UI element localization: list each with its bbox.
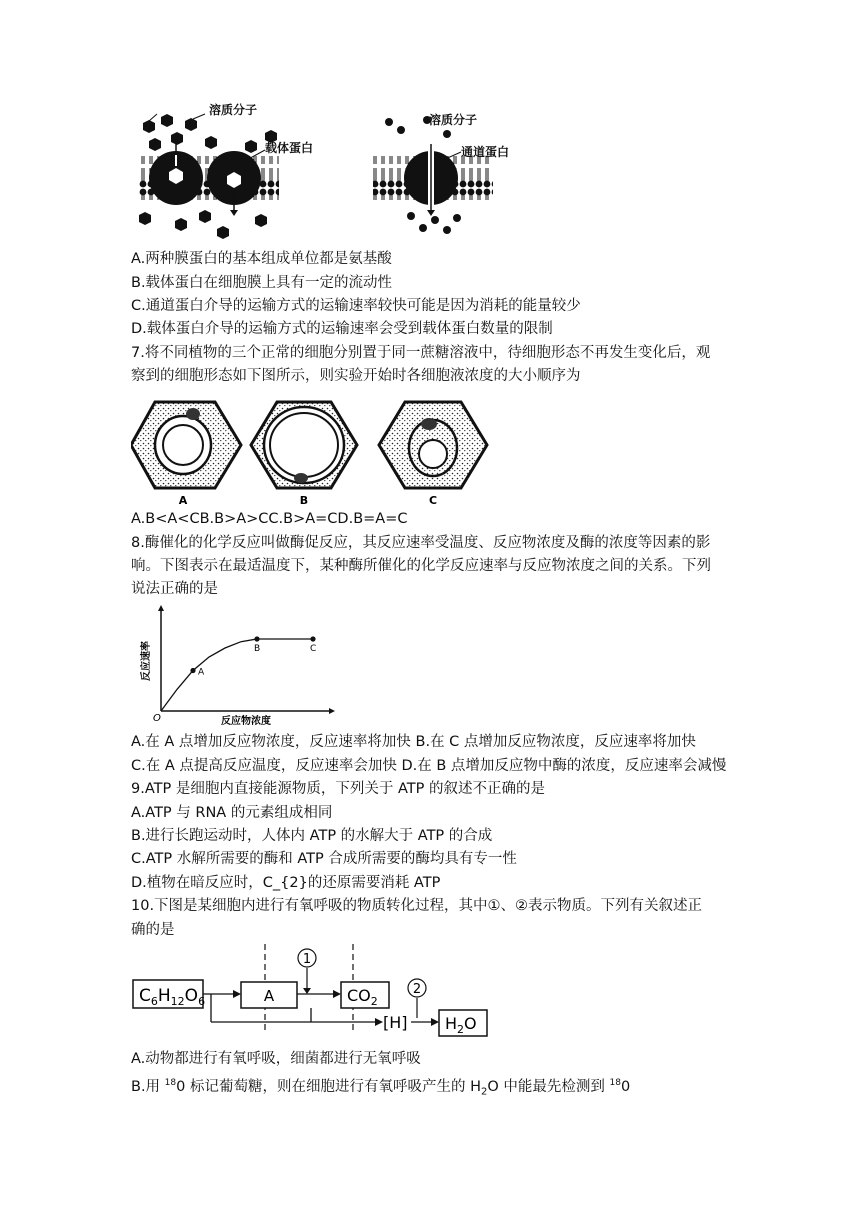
q7-stem-line2: 察到的细胞形态如下图所示，则实验开始时各细胞液浓度的大小顺序为 bbox=[131, 368, 581, 384]
left-solute-label: 溶质分子 bbox=[209, 103, 258, 117]
origin-label: O bbox=[153, 713, 161, 724]
reaction-rate-chart bbox=[131, 603, 341, 728]
q9-stem: 9.ATP 是细胞内直接能源物质，下列关于 ATP 的叙述不正确的是 bbox=[131, 781, 545, 797]
solute-molecules-top bbox=[143, 114, 277, 153]
cell-b bbox=[251, 402, 357, 488]
box-a-label: A bbox=[263, 987, 275, 1005]
q6-option-a: A.两种膜蛋白的基本组成单位都是氨基酸 bbox=[131, 251, 392, 267]
svg-text:2: 2 bbox=[412, 982, 422, 997]
solute-molecules-bottom bbox=[139, 210, 267, 239]
q10-b-sup1: 18 bbox=[164, 1078, 177, 1088]
q8-stem-line3: 说法正确的是 bbox=[131, 581, 218, 597]
respiration-flow-diagram bbox=[131, 942, 501, 1037]
q8-options-line2: C.在 A 点提高反应温度，反应速率会加快 D.在 B 点增加反应物中酶的浓度，反应速率会减慢 bbox=[131, 758, 727, 774]
h2o-sub: 2 bbox=[457, 1023, 465, 1036]
q10-b-mid: 0 标记葡萄糖，则在细胞进行有氧呼吸产生的 H bbox=[176, 1078, 481, 1095]
plant-cells-figure bbox=[131, 392, 501, 507]
q8-options-line1: A.在 A 点增加反应物浓度，反应速率将加快 B.在 C 点增加反应物浓度，反应速率将加快 bbox=[131, 734, 696, 750]
cell-c-label: C bbox=[428, 494, 438, 507]
glucose-sub3: 6 bbox=[198, 995, 206, 1008]
svg-text:1: 1 bbox=[302, 952, 312, 967]
q10-b-end: 0 bbox=[620, 1078, 631, 1095]
h-label: [H] bbox=[383, 1013, 408, 1032]
h2o-h: H bbox=[445, 1014, 458, 1033]
carrier-protein-label: 载体蛋白 bbox=[265, 141, 314, 155]
q7-stem-line1: 7.将不同植物的三个正常的细胞分别置于同一蔗糖溶液中，待细胞形态不再发生变化后，观 bbox=[131, 345, 711, 361]
glucose-o: O bbox=[184, 986, 199, 1006]
co2-main: CO bbox=[347, 986, 371, 1005]
q10-option-a: A.动物都进行有氧呼吸，细菌都进行无氧呼吸 bbox=[131, 1051, 421, 1067]
q8-stem-line2: 响。下图表示在最适温度下，某种酶所催化的化学反应速率与反应物浓度之间的关系。下列 bbox=[131, 558, 711, 574]
glucose-sub2: 12 bbox=[170, 995, 185, 1008]
point-a-label: A bbox=[198, 667, 205, 678]
q9-option-d: D.植物在暗反应时，C_{2}的还原需要消耗 ATP bbox=[131, 875, 441, 891]
q9-option-b: B.进行长跑运动时，人体内 ATP 的水解大于 ATP 的合成 bbox=[131, 828, 493, 844]
q9-option-a: A.ATP 与 RNA 的元素组成相同 bbox=[131, 805, 333, 821]
cell-a bbox=[131, 402, 241, 488]
q10-b-pre: B.用 bbox=[131, 1078, 165, 1095]
point-b bbox=[254, 636, 259, 641]
channel-protein-label: 通道蛋白 bbox=[461, 145, 510, 159]
q6-option-d: D.载体蛋白介导的运输方式的运输速率会受到载体蛋白数量的限制 bbox=[131, 321, 553, 337]
y-axis-label: 反应速率 bbox=[141, 641, 152, 681]
cell-a-label: A bbox=[178, 494, 188, 507]
q6-option-b: B.载体蛋白在细胞膜上具有一定的流动性 bbox=[131, 275, 393, 291]
cell-b-label: B bbox=[299, 494, 309, 507]
h2o-o: O bbox=[464, 1014, 477, 1033]
q6-option-c: C.通道蛋白介导的运输方式的运输速率较快可能是因为消耗的能量较少 bbox=[131, 298, 581, 314]
carrier-protein-2 bbox=[207, 151, 261, 216]
right-solute-label: 溶质分子 bbox=[429, 113, 478, 127]
q10-stem-line1: 10.下图是某细胞内进行有氧呼吸的物质转化过程，其中①、②表示物质。下列有关叙述正 bbox=[131, 898, 703, 914]
q7-options: A.B<A<CB.B>A>CC.B>A=CD.B=A=C bbox=[131, 511, 408, 527]
q8-stem-line1: 8.酶催化的化学反应叫做酶促反应，其反应速率受温度、反应物浓度及酶的浓度等因素的影 bbox=[131, 535, 711, 551]
q10-b-sub: 2 bbox=[480, 1086, 488, 1098]
carrier-protein-1 bbox=[149, 151, 203, 205]
q9-option-c: C.ATP 水解所需要的酶和 ATP 合成所需要的酶均具有专一性 bbox=[131, 851, 517, 867]
glucose-h: H bbox=[157, 986, 171, 1006]
membrane-transport-figure bbox=[131, 100, 531, 240]
q10-option-b bbox=[131, 1074, 630, 1102]
glucose-sub1: 6 bbox=[150, 995, 158, 1008]
x-axis-label: 反应物浓度 bbox=[221, 716, 271, 727]
point-c bbox=[310, 636, 315, 641]
point-a bbox=[190, 668, 195, 673]
q10-b-sup2: 18 bbox=[609, 1078, 621, 1088]
point-c-label: C bbox=[310, 644, 317, 654]
q10-stem-line2: 确的是 bbox=[131, 922, 175, 938]
channel-protein bbox=[404, 144, 458, 216]
q10-b-mid2: O 中能最先检测到 bbox=[487, 1078, 610, 1095]
point-b-label: B bbox=[254, 644, 261, 654]
glucose-c: C bbox=[139, 986, 151, 1006]
cell-c bbox=[379, 402, 487, 488]
rate-curve bbox=[161, 639, 313, 711]
co2-sub: 2 bbox=[370, 995, 378, 1008]
